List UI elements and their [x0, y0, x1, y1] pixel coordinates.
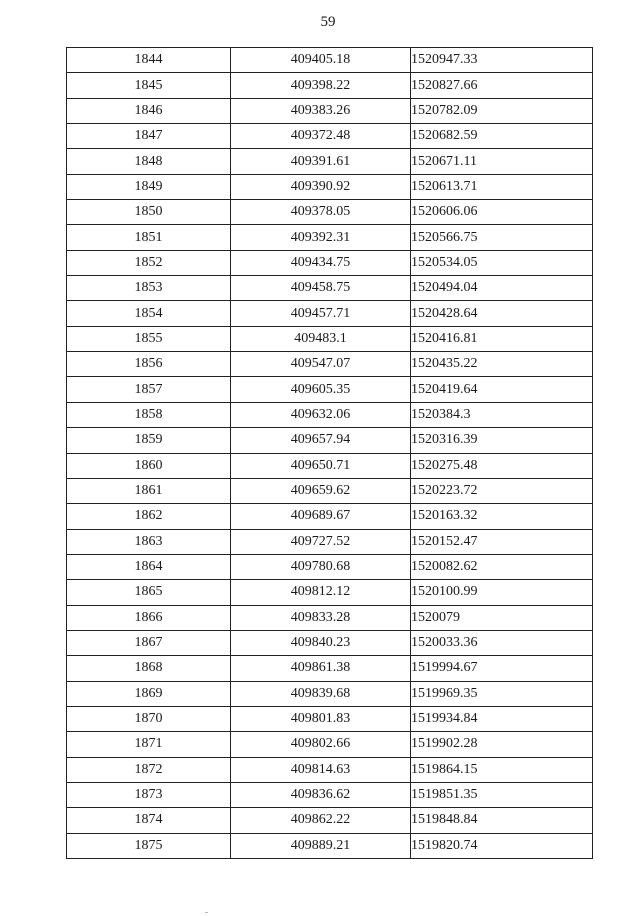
y-coordinate-cell: 1520384.3: [411, 402, 593, 427]
x-coordinate-cell: 409839.68: [231, 681, 411, 706]
x-coordinate-cell: 409547.07: [231, 352, 411, 377]
table-row: [67, 630, 593, 655]
point-number-cell: 1863: [67, 529, 231, 554]
x-coordinate-cell: 409802.66: [231, 732, 411, 757]
table-row: [67, 200, 593, 225]
point-number-cell: 1874: [67, 808, 231, 833]
x-coordinate-cell: 409405.18: [231, 48, 411, 73]
x-coordinate-cell: 409483.1: [231, 326, 411, 351]
point-number-cell: 1856: [67, 352, 231, 377]
table-row: [67, 377, 593, 402]
table-row: [67, 504, 593, 529]
point-number-cell: 1870: [67, 706, 231, 731]
point-number-cell: 1853: [67, 276, 231, 301]
table-row: [67, 453, 593, 478]
table-row: [67, 250, 593, 275]
y-coordinate-cell: 1520163.32: [411, 504, 593, 529]
point-number-cell: 1846: [67, 98, 231, 123]
x-coordinate-cell: 409457.71: [231, 301, 411, 326]
y-coordinate-cell: 1520494.04: [411, 276, 593, 301]
x-coordinate-cell: 409605.35: [231, 377, 411, 402]
x-coordinate-cell: 409458.75: [231, 276, 411, 301]
y-coordinate-cell: 1520082.62: [411, 554, 593, 579]
y-coordinate-cell: 1519851.35: [411, 782, 593, 807]
y-coordinate-cell: 1520947.33: [411, 48, 593, 73]
point-number-cell: 1859: [67, 428, 231, 453]
page-number: 59: [320, 14, 336, 30]
y-coordinate-cell: 1520428.64: [411, 301, 593, 326]
point-number-cell: 1845: [67, 73, 231, 98]
y-coordinate-cell: 1519820.74: [411, 833, 593, 858]
y-coordinate-cell: 1519994.67: [411, 656, 593, 681]
x-coordinate-cell: 409836.62: [231, 782, 411, 807]
table-row: [67, 301, 593, 326]
y-coordinate-cell: 1519969.35: [411, 681, 593, 706]
y-coordinate-cell: 1520033.36: [411, 630, 593, 655]
table-row: [67, 605, 593, 630]
table-row: [67, 326, 593, 351]
point-number-cell: 1869: [67, 681, 231, 706]
y-coordinate-cell: 1520606.06: [411, 200, 593, 225]
y-coordinate-cell: 1520419.64: [411, 377, 593, 402]
point-number-cell: 1861: [67, 478, 231, 503]
point-number-cell: 1848: [67, 149, 231, 174]
table-row: [67, 580, 593, 605]
point-number-cell: 1867: [67, 630, 231, 655]
x-coordinate-cell: 409434.75: [231, 250, 411, 275]
point-number-cell: 1864: [67, 554, 231, 579]
point-number-cell: 1851: [67, 225, 231, 250]
table-row: [67, 554, 593, 579]
point-number-cell: 1866: [67, 605, 231, 630]
y-coordinate-cell: 1520827.66: [411, 73, 593, 98]
table-row: [67, 352, 593, 377]
y-coordinate-cell: 1520152.47: [411, 529, 593, 554]
table-row: [67, 757, 593, 782]
y-coordinate-cell: 1519902.28: [411, 732, 593, 757]
point-number-cell: 1871: [67, 732, 231, 757]
x-coordinate-cell: 409392.31: [231, 225, 411, 250]
point-number-cell: 1875: [67, 833, 231, 858]
x-coordinate-cell: 409727.52: [231, 529, 411, 554]
y-coordinate-cell: 1520613.71: [411, 174, 593, 199]
x-coordinate-cell: 409398.22: [231, 73, 411, 98]
x-coordinate-cell: 409650.71: [231, 453, 411, 478]
table-row: [67, 149, 593, 174]
table-row: [67, 48, 593, 73]
coordinates-table: [66, 47, 593, 859]
table-row: [67, 276, 593, 301]
table-row: [67, 124, 593, 149]
table-row: [67, 174, 593, 199]
table-row: [67, 478, 593, 503]
x-coordinate-cell: 409657.94: [231, 428, 411, 453]
x-coordinate-cell: 409632.06: [231, 402, 411, 427]
table-row: [67, 656, 593, 681]
y-coordinate-cell: 1520782.09: [411, 98, 593, 123]
x-coordinate-cell: 409833.28: [231, 605, 411, 630]
table-row: [67, 808, 593, 833]
point-number-cell: 1855: [67, 326, 231, 351]
table-row: [67, 529, 593, 554]
y-coordinate-cell: 1519864.15: [411, 757, 593, 782]
y-coordinate-cell: 1520435.22: [411, 352, 593, 377]
point-number-cell: 1852: [67, 250, 231, 275]
y-coordinate-cell: 1520275.48: [411, 453, 593, 478]
point-number-cell: 1872: [67, 757, 231, 782]
x-coordinate-cell: 409659.62: [231, 478, 411, 503]
x-coordinate-cell: 409889.21: [231, 833, 411, 858]
table-row: [67, 833, 593, 858]
point-number-cell: 1865: [67, 580, 231, 605]
x-coordinate-cell: 409390.92: [231, 174, 411, 199]
y-coordinate-cell: 1520079: [411, 605, 593, 630]
x-coordinate-cell: 409862.22: [231, 808, 411, 833]
table-row: [67, 73, 593, 98]
x-coordinate-cell: 409801.83: [231, 706, 411, 731]
point-number-cell: 1868: [67, 656, 231, 681]
table-row: [67, 98, 593, 123]
x-coordinate-cell: 409861.38: [231, 656, 411, 681]
y-coordinate-cell: 1519934.84: [411, 706, 593, 731]
point-number-cell: 1858: [67, 402, 231, 427]
point-number-cell: 1873: [67, 782, 231, 807]
point-number-cell: 1847: [67, 124, 231, 149]
x-coordinate-cell: 409372.48: [231, 124, 411, 149]
y-coordinate-cell: 1520534.05: [411, 250, 593, 275]
x-coordinate-cell: 409840.23: [231, 630, 411, 655]
point-number-cell: 1850: [67, 200, 231, 225]
point-number-cell: 1857: [67, 377, 231, 402]
x-coordinate-cell: 409391.61: [231, 149, 411, 174]
table-row: [67, 782, 593, 807]
y-coordinate-cell: 1520671.11: [411, 149, 593, 174]
scan-speck: [205, 912, 208, 913]
table-row: [67, 428, 593, 453]
x-coordinate-cell: 409383.26: [231, 98, 411, 123]
y-coordinate-cell: 1520416.81: [411, 326, 593, 351]
y-coordinate-cell: 1520682.59: [411, 124, 593, 149]
x-coordinate-cell: 409378.05: [231, 200, 411, 225]
x-coordinate-cell: 409812.12: [231, 580, 411, 605]
point-number-cell: 1862: [67, 504, 231, 529]
y-coordinate-cell: 1519848.84: [411, 808, 593, 833]
point-number-cell: 1844: [67, 48, 231, 73]
table-row: [67, 732, 593, 757]
y-coordinate-cell: 1520100.99: [411, 580, 593, 605]
x-coordinate-cell: 409689.67: [231, 504, 411, 529]
y-coordinate-cell: 1520566.75: [411, 225, 593, 250]
y-coordinate-cell: 1520316.39: [411, 428, 593, 453]
table-row: [67, 681, 593, 706]
point-number-cell: 1860: [67, 453, 231, 478]
y-coordinate-cell: 1520223.72: [411, 478, 593, 503]
point-number-cell: 1849: [67, 174, 231, 199]
coordinates-table-body: [67, 48, 593, 859]
table-row: [67, 225, 593, 250]
x-coordinate-cell: 409814.63: [231, 757, 411, 782]
point-number-cell: 1854: [67, 301, 231, 326]
table-row: [67, 706, 593, 731]
x-coordinate-cell: 409780.68: [231, 554, 411, 579]
table-row: [67, 402, 593, 427]
